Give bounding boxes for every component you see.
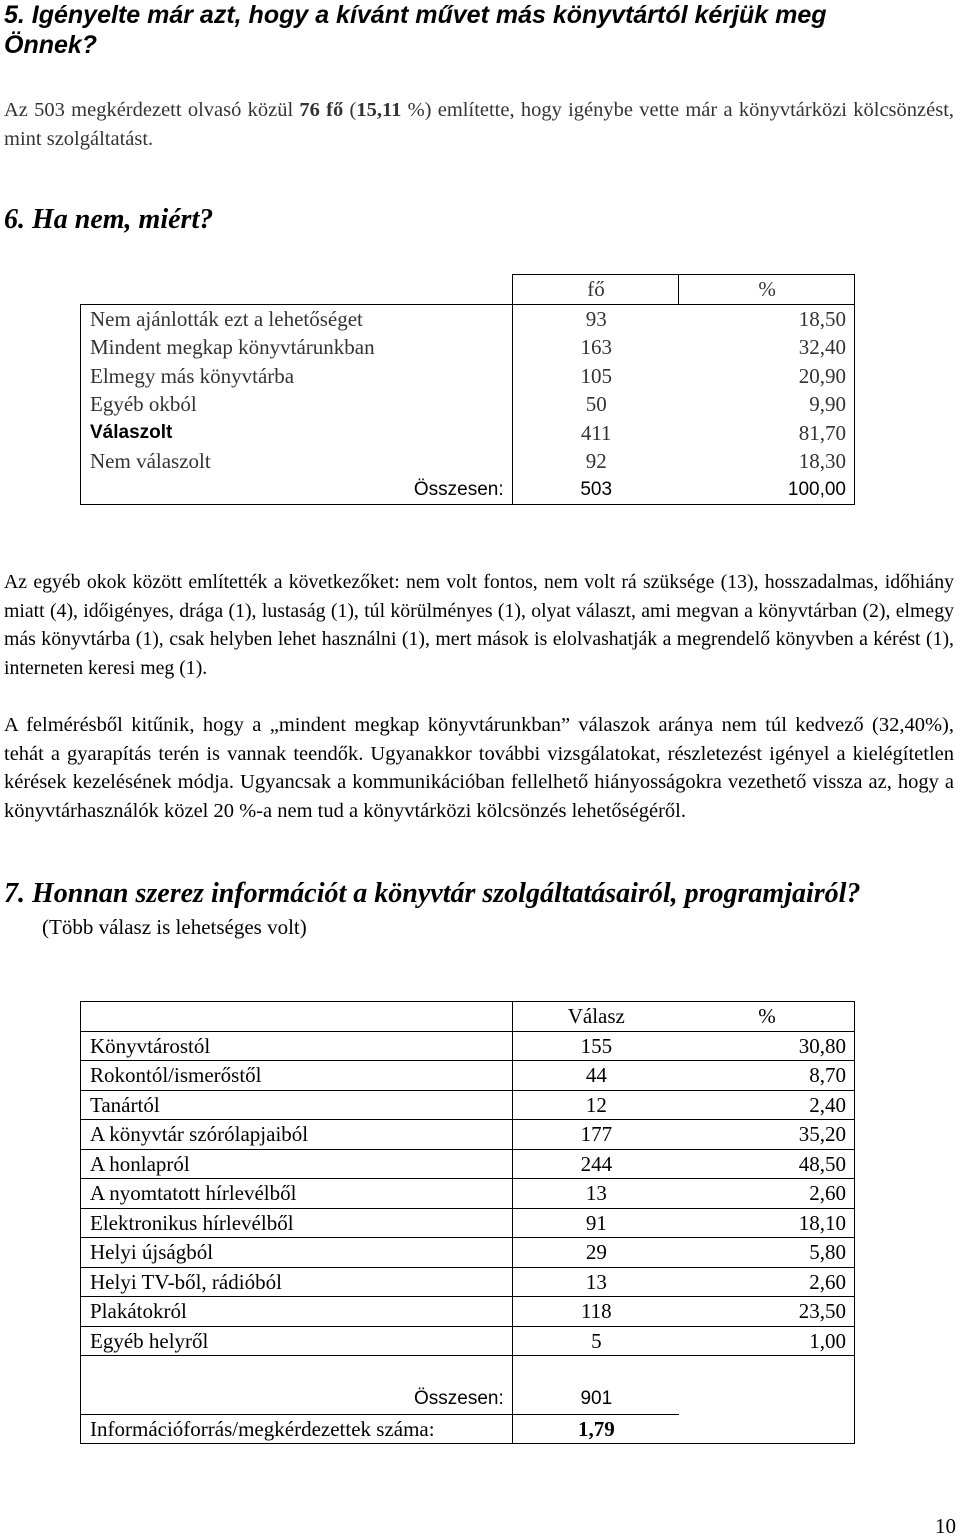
table-row (81, 1267, 855, 1297)
row-pct: 8,70 (679, 1061, 855, 1091)
row-label: Tanártól (81, 1090, 513, 1120)
row-count: 93 (512, 304, 679, 333)
sources-table (80, 1001, 855, 1444)
section5-title-line2: Önnek? (4, 31, 98, 59)
table-row (81, 362, 855, 391)
table-row (81, 447, 855, 476)
row-label: Egyéb helyről (81, 1326, 513, 1356)
section5-title-line1: 5. Igényelte már azt, hogy a kívánt művet más könyvtártól kérjük meg (4, 1, 827, 29)
row-label: Nem válaszolt (81, 447, 513, 476)
table-row (81, 419, 855, 448)
ratio-value: 1,79 (512, 1414, 679, 1444)
row-pct: 9,90 (679, 390, 855, 419)
row-label: Mindent megkap könyvtárunkban (81, 333, 513, 362)
row-count: 163 (512, 333, 679, 362)
table-row (81, 1061, 855, 1091)
para-text-c: %) említette, hogy igénybe vette már a könyvtárközi kölcsönzést, mint szolgáltatást. (4, 99, 955, 150)
row-count: 12 (512, 1090, 679, 1120)
row-pct: 30,80 (679, 1031, 855, 1061)
row-count: 91 (512, 1208, 679, 1238)
row-count: 177 (512, 1120, 679, 1150)
section5-paragraph (4, 96, 954, 153)
table-row (81, 1120, 855, 1150)
para-count: 76 fő (299, 99, 344, 121)
para-text-b: ( (343, 99, 357, 121)
row-label: Elektronikus hírlevélből (81, 1208, 513, 1238)
row-count: 29 (512, 1238, 679, 1268)
ratio-row (81, 1414, 855, 1444)
row-label: A könyvtár szórólapjaiból (81, 1120, 513, 1150)
row-label: Válaszolt (81, 419, 513, 448)
row-label: Elmegy más könyvtárba (81, 362, 513, 391)
spacer-row (81, 1356, 855, 1386)
row-label: Helyi újságból (81, 1238, 513, 1268)
summary-paragraph: A felmérésből kitűnik, hogy a „mindent megkap könyvtárunkban” válaszok aránya nem túl kedvező (32,40%), tehát a gyarapítás terén is vannak teendők. Ugyanakkor további vizsgálatokat, részletezést igényel a kielégítetlen kérések kezelésének módja. Ugyancsak a kommunikációban fellelhető hiányosságokra vezethető vissza az, hogy a könyvtárhasználók közel 20 %-a nem tud a könyvtárközi kölcsönzés lehetőségéről. (4, 714, 954, 822)
row-count: 105 (512, 362, 679, 391)
other-reasons-paragraph: Az egyéb okok között említették a következőket: nem volt fontos, nem volt rá szüksége (13), hosszadalmas, időhiány miatt (4), időigényes, drága (1), lustaság (1), túl körülményes (1), olyat választ, ami megvan a könyvtárban (2), elmegy más könyvtárba (1), csak helyben lehet használni (1), mert mások is elolvashatják a megrendelő könyvben a kérést (1), interneten keresi meg (1). (4, 571, 954, 679)
row-pct: 18,30 (679, 447, 855, 476)
table-row (81, 1090, 855, 1120)
row-pct: 2,60 (679, 1267, 855, 1297)
row-label: Rokontól/ismerőstől (81, 1061, 513, 1091)
header-pct: % (679, 275, 855, 305)
page-number: 10 (935, 1514, 956, 1538)
section5-heading (4, 0, 954, 60)
row-pct: 23,50 (679, 1297, 855, 1327)
section6-title: 6. Ha nem, miért? (4, 204, 214, 235)
row-label: A honlapról (81, 1149, 513, 1179)
row-pct: 20,90 (679, 362, 855, 391)
row-label: Helyi TV-ből, rádióból (81, 1267, 513, 1297)
row-pct: 2,40 (679, 1090, 855, 1120)
row-pct: 18,50 (679, 304, 855, 333)
table-row (81, 1208, 855, 1238)
row-count: 44 (512, 1061, 679, 1091)
row-count: 244 (512, 1149, 679, 1179)
para-pct: 15,11 (356, 99, 402, 121)
section7-title: 7. Honnan szerez információt a könyvtár szolgáltatásairól, programjairól? (4, 878, 861, 909)
header-count: Válasz (512, 1002, 679, 1032)
table-row (81, 1326, 855, 1356)
row-pct: 48,50 (679, 1149, 855, 1179)
table-header-row (81, 275, 855, 305)
table-row (81, 1179, 855, 1209)
row-count: 92 (512, 447, 679, 476)
ratio-label: Információforrás/megkérdezettek száma: (81, 1414, 513, 1444)
row-count: 5 (512, 1326, 679, 1356)
table-row (81, 390, 855, 419)
row-count: 13 (512, 1267, 679, 1297)
total-count: 901 (512, 1385, 679, 1414)
table-header-row (81, 1002, 855, 1032)
total-label: Összesen: (81, 1385, 513, 1414)
total-row (81, 1385, 855, 1414)
reasons-table (80, 274, 855, 505)
table-row (81, 1297, 855, 1327)
total-row (81, 476, 855, 505)
row-label: Plakátokról (81, 1297, 513, 1327)
row-label: Nem ajánlották ezt a lehetőséget (81, 304, 513, 333)
row-pct: 2,60 (679, 1179, 855, 1209)
total-count: 503 (512, 476, 679, 505)
row-count: 118 (512, 1297, 679, 1327)
row-count: 50 (512, 390, 679, 419)
table-row (81, 1149, 855, 1179)
row-label: A nyomtatott hírlevélből (81, 1179, 513, 1209)
row-label: Könyvtárostól (81, 1031, 513, 1061)
header-pct: % (679, 1002, 855, 1032)
row-count: 411 (512, 419, 679, 448)
header-count: fő (512, 275, 679, 305)
table-row (81, 1031, 855, 1061)
total-label: Összesen: (81, 476, 513, 505)
row-pct: 18,10 (679, 1208, 855, 1238)
table-row (81, 1238, 855, 1268)
row-label: Egyéb okból (81, 390, 513, 419)
row-pct: 1,00 (679, 1326, 855, 1356)
total-pct: 100,00 (679, 476, 855, 505)
row-count: 13 (512, 1179, 679, 1209)
row-pct: 32,40 (679, 333, 855, 362)
para-text-a: Az 503 megkérdezett olvasó közül (4, 99, 300, 121)
section7-subtitle: (Több válasz is lehetséges volt) (42, 915, 307, 939)
row-pct: 35,20 (679, 1120, 855, 1150)
row-count: 155 (512, 1031, 679, 1061)
table-row (81, 304, 855, 333)
row-pct: 5,80 (679, 1238, 855, 1268)
table-row (81, 333, 855, 362)
row-pct: 81,70 (679, 419, 855, 448)
